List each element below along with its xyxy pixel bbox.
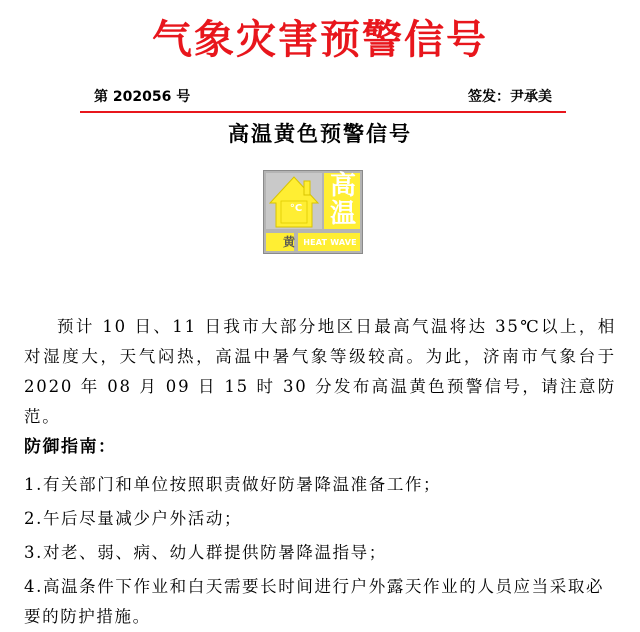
list-item: 3.对老、弱、病、幼人群提供防暑降温指导；: [24, 543, 387, 562]
warning-paragraph: 预计 10 日、11 日我市大部分地区日最高气温将达 35℃以上，相对湿度大，天气闷热，高温中暑气象等级较高。为此，济南市气象台于 2020 年 08 月 09 日 15 时 30 分发布高温黄色预警信号，请注意防范。: [24, 317, 616, 426]
icon-color-badge: 黄: [282, 235, 295, 249]
guide-heading: 防御指南：: [24, 437, 117, 457]
meta-row: [94, 86, 552, 106]
header-divider: [80, 111, 566, 113]
signer: 签发：尹承美: [468, 89, 552, 105]
celsius-unit-label: °C: [289, 203, 303, 214]
guide-list: [24, 470, 620, 632]
icon-char-1: 高: [329, 171, 356, 201]
icon-char-2: 温: [329, 199, 356, 229]
icon-big-characters: [324, 172, 362, 232]
list-item: 1.有关部门和单位按照职责做好防暑降温准备工作；: [24, 475, 442, 494]
document-number: 第 202056 号: [94, 89, 191, 105]
page-title: 气象灾害预警信号: [152, 17, 488, 63]
list-item: 2.午后尽量减少户外活动；: [24, 509, 243, 528]
icon-caption: HEAT WAVE: [303, 238, 357, 247]
signal-title: 高温黄色预警信号: [228, 122, 412, 146]
list-item: 4.高温条件下作业和白天需要长时间进行户外露天作业的人员应当采取必要的防护措施。: [24, 577, 605, 626]
